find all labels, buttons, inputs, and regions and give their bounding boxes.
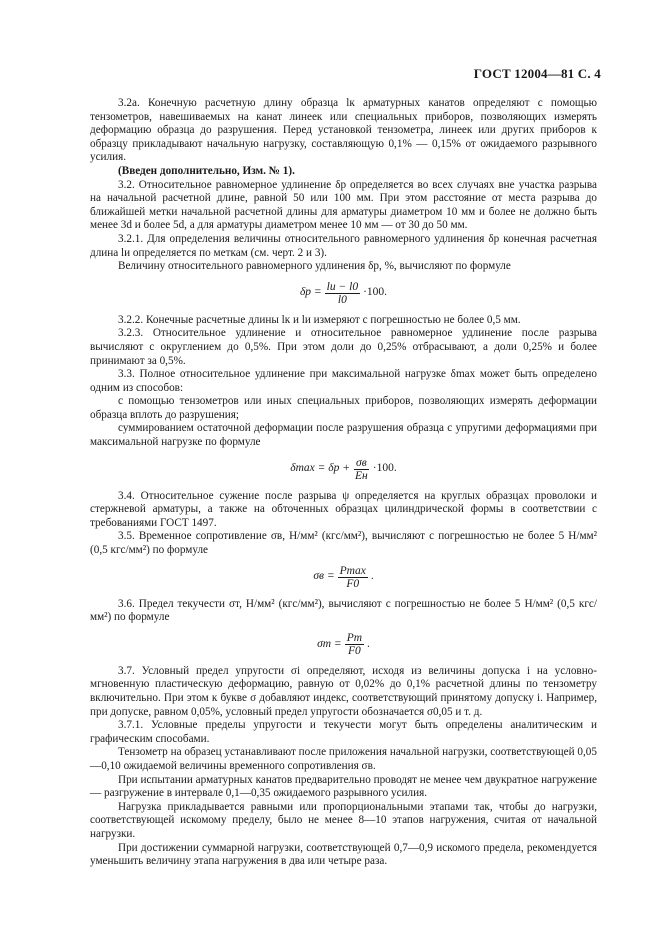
paragraph-3-2-3: 3.2.3. Относительное удлинение и относительное равномерное удлинение после разрыва вычисляют с округлением до 0,5%. При этом доли до 0,25% отбрасывают, а доли 0,25% и более принимают за 0,5%. — [90, 327, 597, 367]
paragraph-3-7: 3.7. Условный предел упругости σi определяют, исходя из величины допуска i на условно-мгновенную пластическую деформацию, равную от 0,02% до 0,1% расчетной длины по тензометру включительно. При этом к букве σ добавляют индекс, соответствующий принятому допуску i. Например, при допуске, равном 0,05%, условный предел упругости обозначается σ0,05 и т. д. — [90, 664, 597, 718]
formula-rhs: ·100. — [372, 462, 397, 475]
formula-total-elongation — [90, 457, 597, 482]
formula-fraction — [353, 457, 370, 482]
paragraph-3-2-2: 3.2.2. Конечные расчетные длины lк и lи измеряют с погрешностью не более 0,5 мм. — [118, 313, 521, 326]
formula-denominator: l0 — [337, 293, 347, 306]
amendment-note: (Введен дополнительно, Изм. № 1). — [118, 164, 295, 177]
formula-lhs: σт = — [317, 637, 342, 650]
paragraph-3-4: 3.4. Относительное сужение после разрыва ψ определяется на круглых образцах проволоки и стержневой арматуры, а также на обточенных образцах цилиндрической формы в соответствии с требованиями ГОСТ 1497. — [90, 489, 597, 529]
formula-rhs: . — [367, 637, 370, 650]
formula-uniform-elongation — [90, 281, 597, 306]
formula-denominator: F0 — [346, 577, 360, 590]
document-body — [90, 97, 597, 869]
formula-numerator: Pт — [346, 631, 363, 644]
formula-denominator: F0 — [347, 644, 361, 657]
paragraph-3-6: 3.6. Предел текучести σт, Н/мм² (кгс/мм²), вычисляют с погрешностью не более 5 Н/мм² (0,5 кгс/мм²) по формуле — [90, 597, 597, 624]
formula-fraction — [325, 281, 360, 306]
formula-numerator: σв — [356, 456, 367, 469]
formula-lhs: δmax = δр + — [290, 462, 351, 475]
paragraph-3-5: 3.5. Временное сопротивление σв, Н/мм² (кгс/мм²), вычисляют с погрешностью не более 5 Н/мм² (0,5 кгс/мм²) по формуле — [90, 530, 597, 557]
formula-yield-strength — [90, 632, 597, 657]
paragraph-3-7-1: 3.7.1. Условные пределы упругости и текучести могут быть определены аналитическим и графическим способами. — [90, 719, 597, 745]
paragraph-load-reduction: При достижении суммарной нагрузки, соответствующей 0,7—0,9 искомого предела, рекомендуется уменьшить величину этапа нагружения в два или четыре раза. — [90, 841, 597, 868]
paragraph-formula-intro: Величину относительного равномерного удлинения δр, %, вычисляют по формуле — [118, 260, 511, 273]
formula-fraction — [345, 632, 364, 657]
paragraph-method-1: с помощью тензометров или иных специальных приборов, позволяющих измерять деформации образца вплоть до разрушения; — [90, 395, 597, 421]
paragraph-3-2: 3.2. Относительное равномерное удлинение δр определяется во всех случаях вне участка разрыва на начальной расчетной длине, равной 50 или 100 мм. При этом расстояние от места разрыва до ближайшей метки начальной расчетной длины для арматуры диаметром 10 мм и более не должно быть менее 3d и более 5d, а для арматуры диаметром менее 10 мм — от 30 до 50 мм. — [90, 178, 597, 232]
paragraph-3-3: 3.3. Полное относительное удлинение при максимальной нагрузке δmax может быть определено одним из способов: — [90, 368, 597, 394]
formula-tensile-strength — [90, 565, 597, 590]
paragraph-3-2a: 3.2а. Конечную расчетную длину образца lк арматурных канатов определяют с помощью тензометров, навешиваемых на канат линеек или специальных приборов, позволяющих измерять деформацию образца до разрушения. Перед установкой тензометра, линеек или других приборов к образцу прикладывают начальную нагрузку, составляющую 0,1% — 0,15% от ожидаемого разрывного усилия. — [90, 97, 597, 164]
paragraph-3-2-1: 3.2.1. Для определения величины относительного равномерного удлинения δр конечная расчетная длина lи определяется по меткам (см. черт. 2 и 3). — [90, 232, 597, 259]
formula-rhs: . — [370, 570, 374, 583]
formula-lhs: δр = — [299, 286, 322, 299]
formula-rhs: ·100. — [363, 286, 388, 299]
paragraph-tensometer: Тензометр на образец устанавливают после приложения начальной нагрузки, соответствующей 0,05—0,10 ожидаемой величины временного сопротивления σв. — [90, 746, 597, 772]
paragraph-method-2: суммированием остаточной деформации после разрушения образца с упругими деформациями при максимальной нагрузке по формуле — [90, 422, 597, 449]
formula-lhs: σв = — [313, 570, 335, 583]
formula-numerator: lи − l0 — [326, 280, 359, 293]
formula-fraction — [338, 565, 368, 590]
paragraph-load-steps: Нагрузка прикладывается равными или пропорциональными этапами так, чтобы до нагрузки, соответствующей искомому пределу, было не менее 8—10 этапов нагружения, считая от начальной нагрузки. — [90, 800, 597, 840]
formula-denominator: Eн — [355, 469, 368, 482]
formula-numerator: Pmax — [339, 564, 366, 577]
paragraph-cable-loading: При испытании арматурных канатов предварительно проводят не менее чем двукратное нагружение — разгружение в интервале 0,1—0,35 ожидаемого разрывного усилия. — [90, 773, 597, 800]
page-header: ГОСТ 12004—81 С. 4 — [473, 66, 601, 81]
